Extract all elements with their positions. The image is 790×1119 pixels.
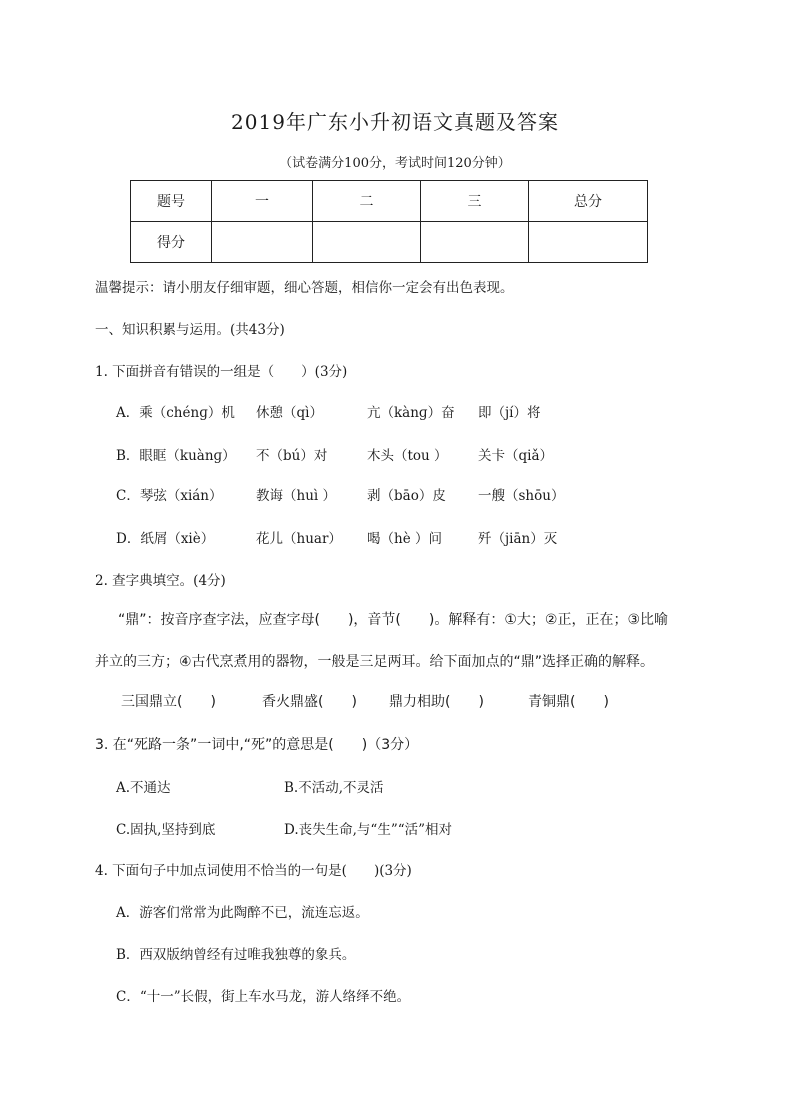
header-cell-number: 题号: [131, 181, 212, 222]
q2-item-3: 鼎力相助( ): [389, 694, 484, 710]
q1-option-d-3: 喝（hè ）问: [367, 531, 442, 547]
q1-option-c-4: 一艘（shōu）: [478, 488, 565, 504]
header-cell-part1: 一: [212, 181, 313, 222]
q4-option-c: C．“十一”长假，街上车水马龙，游人络绎不绝。: [116, 989, 411, 1005]
score-cell-part2[interactable]: [313, 222, 421, 263]
row-label-score: 得分: [131, 222, 212, 263]
question-4-stem: 4. 下面句子中加点词使用不恰当的一句是( )(3分): [95, 863, 412, 879]
question-2-stem: 2. 查字典填空。(4分): [95, 573, 226, 589]
question-3-stem: 3. 在“死路一条”一词中,“死”的意思是( )（3分）: [95, 737, 419, 753]
document-title: 2019年广东小升初语文真题及答案: [231, 110, 559, 134]
q1-option-a-2: 休憩（qì）: [256, 405, 323, 421]
q3-option-b: B.不活动,不灵活: [284, 780, 384, 796]
score-cell-part1[interactable]: [212, 222, 313, 263]
q1-option-a-3: 亢（kànɡ）奋: [367, 405, 455, 421]
q4-option-a: A．游客们常常为此陶醉不已，流连忘返。: [116, 905, 369, 921]
q2-item-4: 青铜鼎( ): [528, 694, 609, 710]
score-table: [130, 180, 648, 263]
question-1-stem: 1. 下面拼音有错误的一组是（ ）(3分): [95, 364, 348, 380]
section-heading-1: 一、知识积累与运用。(共43分): [95, 322, 285, 338]
header-cell-part3: 三: [421, 181, 529, 222]
q1-option-d-2: 花儿（huar）: [256, 531, 342, 547]
q2-item-1: 三国鼎立( ): [121, 694, 216, 710]
q3-option-d: D.丧失生命,与“生”“活”相对: [284, 822, 453, 838]
q1-option-b-2: 不（bú）对: [256, 448, 328, 464]
q1-option-a-4: 即（jí）将: [478, 405, 541, 421]
header-cell-part2: 二: [313, 181, 421, 222]
q3-option-c: C.固执,坚持到底: [116, 822, 216, 838]
score-cell-total[interactable]: [529, 222, 648, 263]
q1-option-b-4: 关卡（qiǎ）: [478, 448, 554, 464]
q1-option-d-4: 歼（jiān）灭: [478, 531, 558, 547]
q4-option-b: B．西双版纳曾经有过唯我独尊的象兵。: [116, 947, 356, 963]
q2-item-2: 香火鼎盛( ): [262, 694, 357, 710]
q3-option-a: A.不通达: [116, 780, 171, 796]
q1-option-b-3: 木头（tou ）: [367, 448, 448, 464]
q1-option-c-1: C．琴弦（xián）: [116, 488, 223, 504]
exam-info: （试卷满分100分，考试时间120分钟）: [279, 156, 511, 171]
q1-option-a-1: A．乘（chénɡ）机: [116, 405, 235, 421]
q1-option-d-1: D．纸屑（xiè）: [116, 531, 215, 547]
q2-text-line-1: “鼎”：按音序查字法，应查字母( )，音节( )。解释有：①大；②正，正在；③比喻: [118, 612, 669, 628]
q1-option-b-1: B．眼眶（kuànɡ）: [116, 448, 236, 464]
q2-text-line-2: 并立的三方；④古代烹煮用的器物，一般是三足两耳。给下面加点的“鼎”选择正确的解释。: [95, 654, 655, 670]
reminder-text: 温馨提示：请小朋友仔细审题，细心答题，相信你一定会有出色表现。: [95, 280, 514, 296]
q1-option-c-2: 教诲（huì ）: [256, 488, 336, 504]
q1-option-c-3: 剥（bāo）皮: [367, 488, 446, 504]
score-table-header-row: [131, 181, 648, 222]
header-cell-total: 总分: [529, 181, 648, 222]
score-table-score-row: [131, 222, 648, 263]
score-cell-part3[interactable]: [421, 222, 529, 263]
